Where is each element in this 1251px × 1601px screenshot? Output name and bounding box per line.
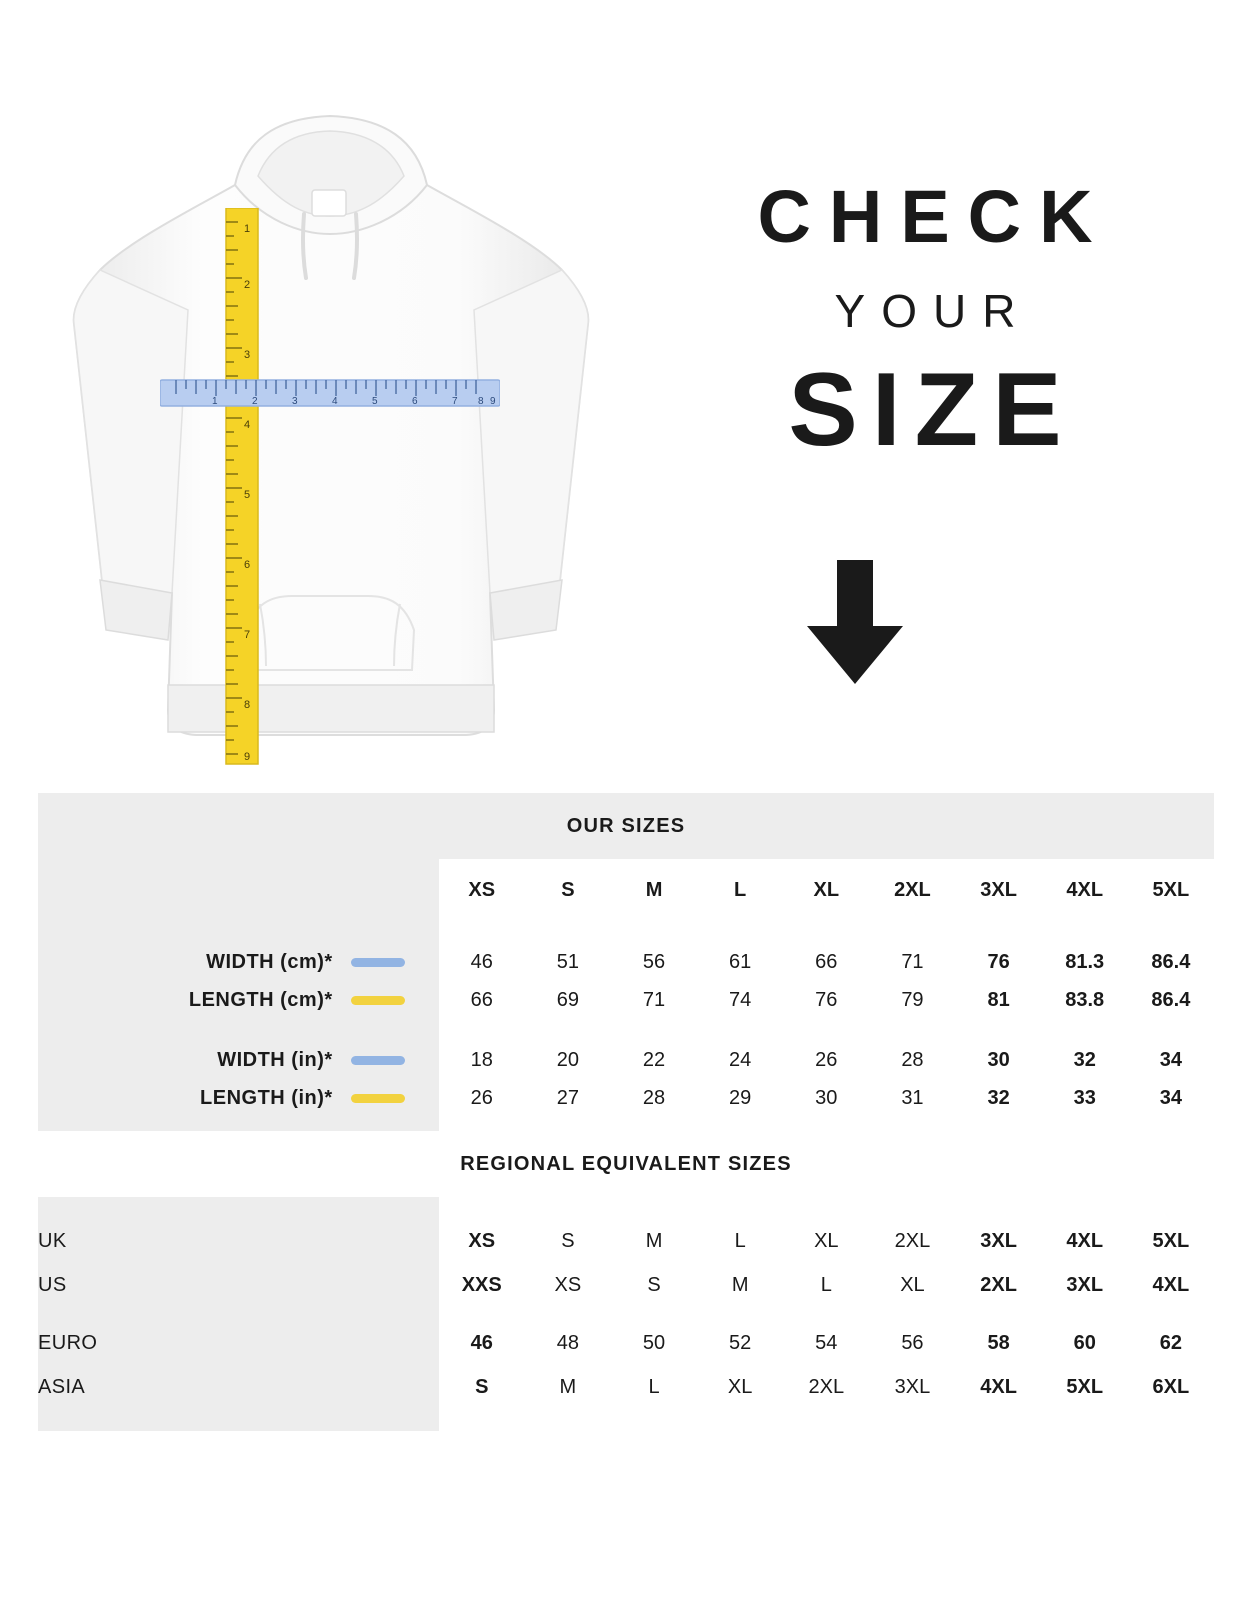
- cell-us-8: 4XL: [1128, 1263, 1214, 1307]
- our-sizes-title: OUR SIZES: [38, 793, 1214, 859]
- regional-sizes-band: [38, 1131, 1214, 1197]
- cell-asia-5: 3XL: [869, 1365, 955, 1409]
- headline-block: [640, 175, 1210, 468]
- cell-asia-3: XL: [697, 1365, 783, 1409]
- cell-width-in-5xl: 34: [1128, 1041, 1214, 1079]
- table-row: [38, 1321, 1214, 1365]
- row-label-text: LENGTH (in)*: [200, 1086, 333, 1109]
- headline-your: YOUR: [834, 285, 1032, 337]
- cell-width-cm-xs: 46: [439, 943, 525, 981]
- cell-length-cm-xl: 76: [783, 981, 869, 1019]
- cell-width-in-xs: 18: [439, 1041, 525, 1079]
- table-row: [38, 943, 1214, 981]
- size-header-m: M: [611, 859, 697, 921]
- cell-us-0: XXS: [439, 1263, 525, 1307]
- size-header-row: [38, 859, 1214, 921]
- svg-text:2: 2: [244, 279, 251, 291]
- table-row: [38, 1365, 1214, 1409]
- cell-euro-2: 50: [611, 1321, 697, 1365]
- cell-length-cm-4xl: 83.8: [1042, 981, 1128, 1019]
- cell-width-cm-s: 51: [525, 943, 611, 981]
- cell-length-in-xs: 26: [439, 1079, 525, 1117]
- hoodie-illustration: [60, 110, 620, 770]
- svg-text:1: 1: [244, 223, 251, 235]
- cell-uk-0: XS: [439, 1219, 525, 1263]
- down-arrow-icon: [795, 560, 915, 685]
- cell-length-in-3xl: 32: [956, 1079, 1042, 1117]
- cell-asia-4: 2XL: [783, 1365, 869, 1409]
- cell-us-6: 2XL: [956, 1263, 1042, 1307]
- cell-width-in-s: 20: [525, 1041, 611, 1079]
- cell-euro-7: 60: [1042, 1321, 1128, 1365]
- svg-text:9: 9: [490, 396, 496, 407]
- cell-width-cm-4xl: 81.3: [1042, 943, 1128, 981]
- cell-length-in-4xl: 33: [1042, 1079, 1128, 1117]
- cell-us-2: S: [611, 1263, 697, 1307]
- cell-uk-7: 4XL: [1042, 1219, 1128, 1263]
- cell-us-3: M: [697, 1263, 783, 1307]
- svg-text:1: 1: [212, 396, 218, 407]
- cell-asia-0: S: [439, 1365, 525, 1409]
- cell-euro-1: 48: [525, 1321, 611, 1365]
- yellow-tape-measure-icon: [212, 208, 272, 768]
- cell-us-4: L: [783, 1263, 869, 1307]
- headline-check: CHECK: [757, 175, 1111, 258]
- row-label-width-cm: [38, 943, 439, 981]
- svg-text:7: 7: [244, 629, 251, 641]
- row-gap: [38, 921, 1214, 943]
- svg-text:6: 6: [244, 559, 251, 571]
- cell-euro-3: 52: [697, 1321, 783, 1365]
- cell-uk-3: L: [697, 1219, 783, 1263]
- width-swatch-icon: [351, 958, 405, 967]
- size-header-3xl: 3XL: [956, 859, 1042, 921]
- svg-text:7: 7: [452, 396, 458, 407]
- table-row: [38, 1263, 1214, 1307]
- svg-text:3: 3: [244, 349, 251, 361]
- width-swatch-icon: [351, 1056, 405, 1065]
- cell-width-in-l: 24: [697, 1041, 783, 1079]
- cell-length-cm-3xl: 81: [956, 981, 1042, 1019]
- size-chart: [38, 793, 1214, 1431]
- cell-euro-4: 54: [783, 1321, 869, 1365]
- row-gap: [38, 1197, 1214, 1219]
- cell-length-in-5xl: 34: [1128, 1079, 1214, 1117]
- row-label-uk: UK: [38, 1219, 439, 1263]
- table-row: [38, 1041, 1214, 1079]
- length-swatch-icon: [351, 996, 405, 1005]
- cell-uk-2: M: [611, 1219, 697, 1263]
- row-label-length-cm: [38, 981, 439, 1019]
- cell-length-in-m: 28: [611, 1079, 697, 1117]
- row-label-width-in: [38, 1041, 439, 1079]
- cell-width-cm-5xl: 86.4: [1128, 943, 1214, 981]
- row-gap: [38, 1019, 1214, 1041]
- row-label-us: US: [38, 1263, 439, 1307]
- row-label-text: WIDTH (in)*: [217, 1048, 333, 1071]
- hoodie-graphic: [60, 110, 620, 770]
- cell-width-cm-xl: 66: [783, 943, 869, 981]
- cell-width-in-4xl: 32: [1042, 1041, 1128, 1079]
- row-label-text: WIDTH (cm)*: [206, 950, 333, 973]
- cell-length-cm-l: 74: [697, 981, 783, 1019]
- size-header-xl: XL: [783, 859, 869, 921]
- cell-length-in-2xl: 31: [869, 1079, 955, 1117]
- cell-length-in-l: 29: [697, 1079, 783, 1117]
- size-header-s: S: [525, 859, 611, 921]
- hero-section: [0, 0, 1251, 790]
- row-gap: [38, 1409, 1214, 1431]
- size-header-l: L: [697, 859, 783, 921]
- header-spacer: [38, 859, 439, 921]
- svg-text:5: 5: [372, 396, 378, 407]
- cell-length-cm-s: 69: [525, 981, 611, 1019]
- cell-us-7: 3XL: [1042, 1263, 1128, 1307]
- size-header-xs: XS: [439, 859, 525, 921]
- cell-length-cm-2xl: 79: [869, 981, 955, 1019]
- row-label-asia: ASIA: [38, 1365, 439, 1409]
- blue-ruler-icon: [160, 372, 500, 416]
- cell-uk-8: 5XL: [1128, 1219, 1214, 1263]
- cell-width-in-2xl: 28: [869, 1041, 955, 1079]
- cell-length-in-s: 27: [525, 1079, 611, 1117]
- size-table: [38, 793, 1214, 1431]
- cell-width-cm-m: 56: [611, 943, 697, 981]
- svg-text:2: 2: [252, 396, 258, 407]
- cell-asia-6: 4XL: [956, 1365, 1042, 1409]
- cell-length-cm-m: 71: [611, 981, 697, 1019]
- regional-sizes-title: REGIONAL EQUIVALENT SIZES: [38, 1131, 1214, 1197]
- row-label-text: LENGTH (cm)*: [188, 988, 333, 1011]
- svg-text:8: 8: [244, 699, 251, 711]
- cell-length-in-xl: 30: [783, 1079, 869, 1117]
- size-header-2xl: 2XL: [869, 859, 955, 921]
- svg-text:9: 9: [244, 751, 251, 763]
- cell-uk-4: XL: [783, 1219, 869, 1263]
- cell-asia-1: M: [525, 1365, 611, 1409]
- length-swatch-icon: [351, 1094, 405, 1103]
- table-row: [38, 1219, 1214, 1263]
- svg-text:6: 6: [412, 396, 418, 407]
- cell-uk-5: 2XL: [869, 1219, 955, 1263]
- cell-euro-6: 58: [956, 1321, 1042, 1365]
- cell-width-in-xl: 26: [783, 1041, 869, 1079]
- cell-uk-6: 3XL: [956, 1219, 1042, 1263]
- cell-euro-5: 56: [869, 1321, 955, 1365]
- cell-width-cm-2xl: 71: [869, 943, 955, 981]
- table-row: [38, 981, 1214, 1019]
- size-header-5xl: 5XL: [1128, 859, 1214, 921]
- cell-length-cm-xs: 66: [439, 981, 525, 1019]
- cell-width-in-3xl: 30: [956, 1041, 1042, 1079]
- svg-text:4: 4: [244, 419, 251, 431]
- cell-asia-2: L: [611, 1365, 697, 1409]
- cell-euro-0: 46: [439, 1321, 525, 1365]
- cell-width-in-m: 22: [611, 1041, 697, 1079]
- svg-text:4: 4: [332, 396, 338, 407]
- row-gap: [38, 1117, 1214, 1131]
- svg-text:5: 5: [244, 489, 251, 501]
- size-header-4xl: 4XL: [1042, 859, 1128, 921]
- cell-width-cm-l: 61: [697, 943, 783, 981]
- row-label-length-in: [38, 1079, 439, 1117]
- cell-asia-7: 5XL: [1042, 1365, 1128, 1409]
- svg-text:8: 8: [478, 396, 484, 407]
- cell-length-cm-5xl: 86.4: [1128, 981, 1214, 1019]
- cell-asia-8: 6XL: [1128, 1365, 1214, 1409]
- row-label-euro: EURO: [38, 1321, 439, 1365]
- table-row: [38, 1079, 1214, 1117]
- our-sizes-band: [38, 793, 1214, 859]
- svg-text:3: 3: [292, 396, 298, 407]
- cell-width-cm-3xl: 76: [956, 943, 1042, 981]
- row-gap: [38, 1307, 1214, 1321]
- cell-us-1: XS: [525, 1263, 611, 1307]
- cell-euro-8: 62: [1128, 1321, 1214, 1365]
- headline-size: SIZE: [788, 352, 1076, 468]
- cell-us-5: XL: [869, 1263, 955, 1307]
- cell-uk-1: S: [525, 1219, 611, 1263]
